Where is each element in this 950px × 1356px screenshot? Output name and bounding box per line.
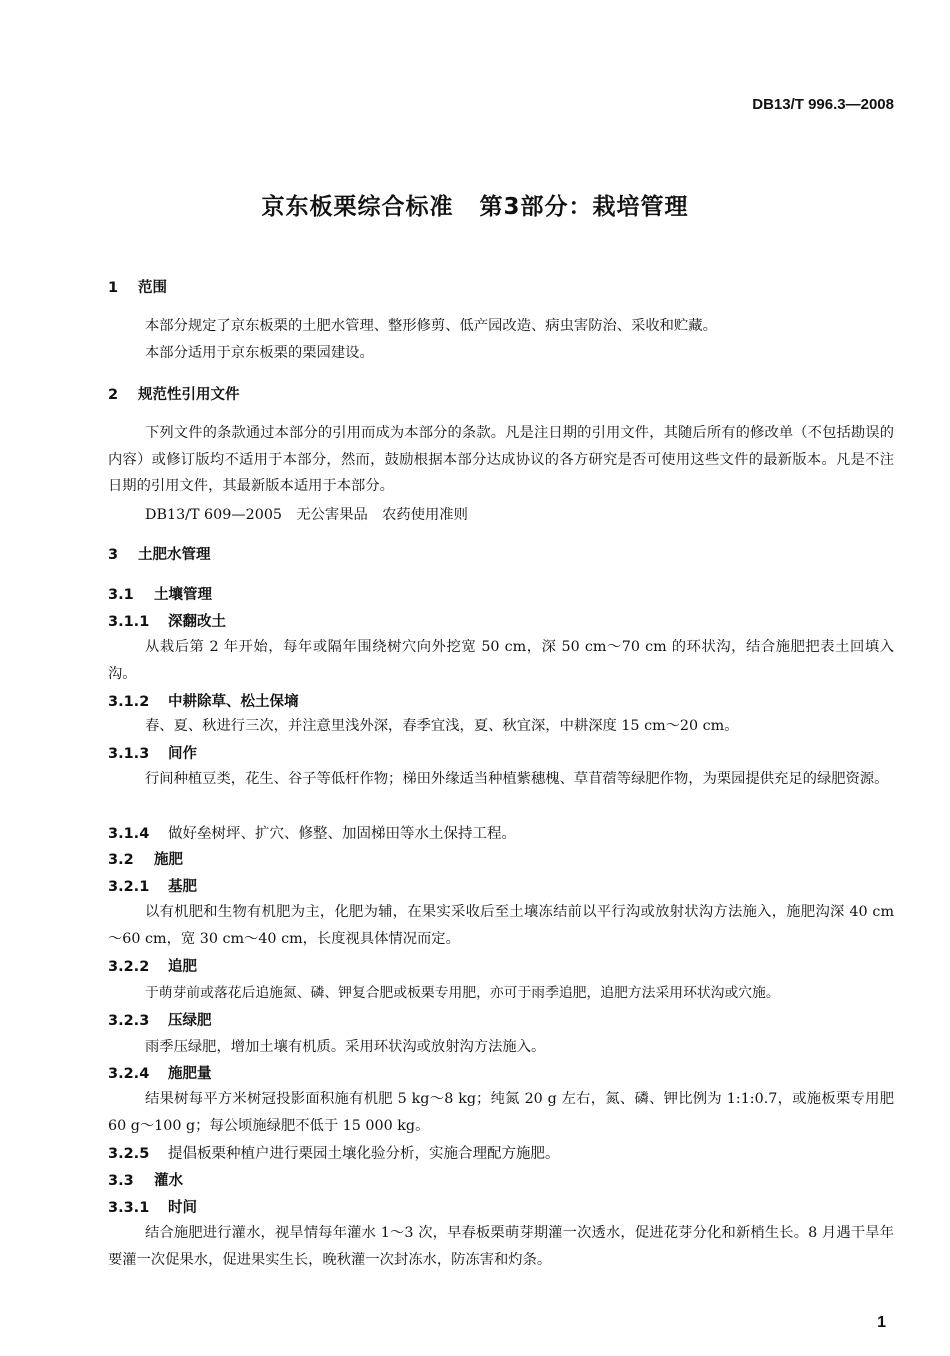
- section-3-2-3-heading: 3.2.3 压绿肥: [108, 1013, 212, 1029]
- section-3-2-1-text: 以有机肥和生物有机肥为主，化肥为辅，在果实采收后至土壤冻结前以平行沟或放射状沟方法施入，施肥沟深 40 cm～60 cm，宽 30 cm～40 cm，长度视具体情况而定。: [108, 904, 894, 947]
- section-1-paragraph-2: 本部分适用于京东板栗的栗园建设。: [145, 345, 374, 361]
- section-3-3-1-heading: 3.3.1 时间: [108, 1200, 197, 1216]
- section-2-paragraph: 下列文件的条款通过本部分的引用而成为本部分的条款。凡是注日期的引用文件，其随后所有的修改单（不包括勘误的内容）或修订版均不适用于本部分，然而，鼓励根据本部分达成协议的各方研究是否可使用这些文件的最新版本。凡是不注日期的引用文件，其最新版本适用于本部分。: [108, 425, 894, 494]
- section-2-heading: 2 规范性引用文件: [108, 387, 240, 403]
- section-3-2-2-heading: 3.2.2 追肥: [108, 959, 197, 975]
- section-1-paragraph-1: 本部分规定了京东板栗的土肥水管理、整形修剪、低产园改造、病虫害防治、采收和贮藏。: [145, 318, 717, 334]
- section-1-heading: 1 范围: [108, 280, 167, 296]
- section-3-1-2-heading: 3.1.2 中耕除草、松土保墒: [108, 694, 299, 710]
- section-3-1-2-text: 春、夏、秋进行三次，并注意里浅外深，春季宜浅，夏、秋宜深，中耕深度 15 cm～20 cm。: [145, 718, 739, 734]
- normative-reference: DB13/T 609—2005 无公害果品 农药使用准则: [145, 507, 468, 523]
- section-3-2-heading: 3.2 施肥: [108, 852, 183, 868]
- page-number: 1: [877, 1314, 886, 1331]
- title-main: 京东板栗综合标准: [261, 194, 454, 220]
- title-part: 第3部分：栽培管理: [479, 194, 689, 220]
- section-3-1-heading: 3.1 土壤管理: [108, 587, 212, 603]
- section-3-3-1-text: 结合施肥进行灌水，视旱情每年灌水 1～3 次，早春板栗萌芽期灌一次透水，促进花芽分化和新梢生长。8 月遇干旱年要灌一次促果水，促进果实生长，晚秋灌一次封冻水，防冻害和灼条。: [108, 1225, 894, 1268]
- section-3-2-2-text: 于萌芽前或落花后追施氮、磷、钾复合肥或板栗专用肥，亦可于雨季追肥，追肥方法采用环状沟或穴施。: [145, 985, 780, 1001]
- section-3-1-3-heading: 3.1.3 间作: [108, 746, 197, 762]
- section-3-2-4-heading: 3.2.4 施肥量: [108, 1066, 212, 1082]
- section-3-2-1-heading: 3.2.1 基肥: [108, 879, 197, 895]
- document-title: [0, 188, 950, 221]
- section-3-heading: 3 土肥水管理: [108, 547, 211, 563]
- section-3-3-heading: 3.3 灌水: [108, 1173, 183, 1189]
- section-3-1-4: 3.1.4 做好垒树坪、扩穴、修整、加固梯田等水土保持工程。: [108, 826, 516, 842]
- section-3-2-3-text: 雨季压绿肥，增加土壤有机质。采用环状沟或放射沟方法施入。: [145, 1039, 546, 1055]
- section-3-1-1-heading: 3.1.1 深翻改土: [108, 614, 226, 630]
- standard-number: DB13/T 996.3—2008: [752, 96, 894, 113]
- section-3-2-4-text: 结果树每平方米树冠投影面积施有机肥 5 kg～8 kg；纯氮 20 g 左右，氮、磷、钾比例为 1:1:0.7，或施板栗专用肥 60 g～100 g；每公顷施绿肥不低于 15 000 kg。: [108, 1091, 894, 1134]
- section-3-1-1-text: 从栽后第 2 年开始，每年或隔年围绕树穴向外挖宽 50 cm，深 50 cm～70 cm 的环状沟，结合施肥把表土回填入沟。: [108, 639, 894, 682]
- section-3-1-3-text: 行间种植豆类，花生、谷子等低杆作物；梯田外缘适当种植紫穗槐、草苜蓿等绿肥作物，为栗园提供充足的绿肥资源。: [145, 771, 889, 787]
- section-3-2-5: 3.2.5 提倡板栗种植户进行栗园土壤化验分析，实施合理配方施肥。: [108, 1146, 560, 1162]
